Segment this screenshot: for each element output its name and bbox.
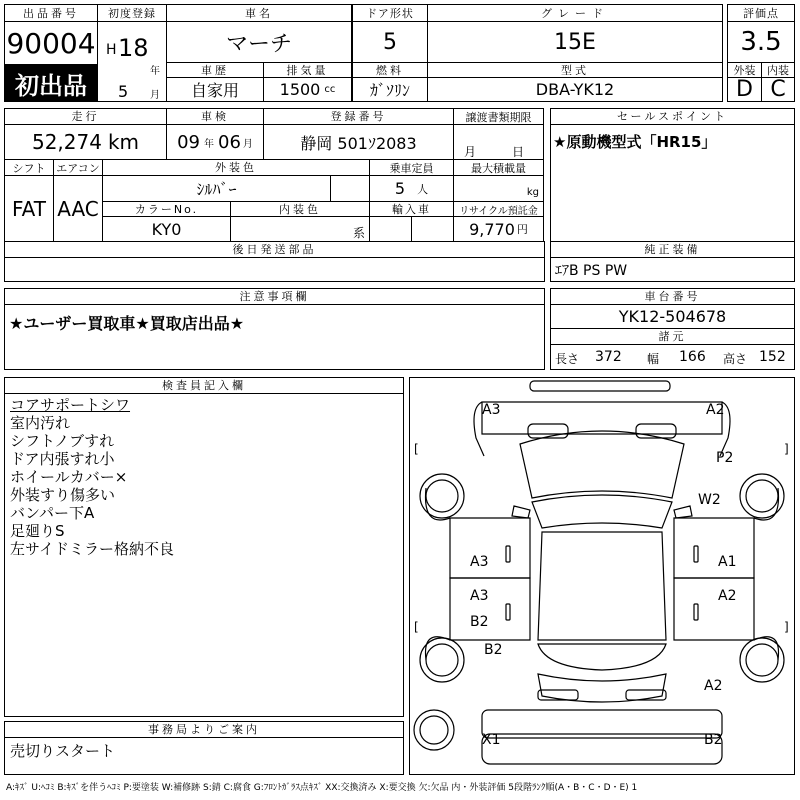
chassis: YK12-504678 — [550, 304, 795, 329]
mileage-cell — [4, 124, 167, 160]
capacity-unit: 人 — [417, 182, 429, 196]
sales-point-header: セールスポイント — [550, 108, 795, 125]
caution-text: ★ユーザー買取車★買取店出品★ — [9, 314, 245, 333]
mark-w2: W2 — [698, 492, 721, 508]
model-code: DBA-YK12 — [427, 77, 723, 102]
specs-header: 諸元 — [550, 328, 795, 345]
mark-left-front-door: A3 — [470, 554, 489, 570]
history: 自家用 — [166, 77, 264, 102]
displacement-header: 排気量 — [263, 62, 352, 78]
aircon-header: エアコン — [53, 159, 103, 176]
aircon: AAC — [53, 175, 103, 242]
first-reg-header: 初度登録 — [97, 4, 167, 22]
office-body — [4, 737, 404, 775]
import-cell-1 — [369, 216, 412, 242]
inspector-note: 外装すり傷多い — [10, 486, 116, 504]
recycle-cell — [453, 216, 544, 242]
caution-header: 注意事項欄 — [4, 288, 545, 305]
office-header: 事務局よりご案内 — [4, 721, 404, 738]
mark-right-rear-door: A2 — [718, 588, 737, 604]
spec-length: 372 — [595, 349, 622, 365]
mark-left-rear-door: A3 — [470, 588, 489, 604]
mark-front-right: A2 — [706, 402, 725, 418]
inspector-note: 左サイドミラー格納不良 — [10, 540, 174, 558]
spec-height-label: 高さ — [723, 352, 748, 366]
displacement-cell — [263, 77, 352, 102]
recycle-header: リサイクル預託金 — [453, 201, 544, 217]
inspector-note: ホイールカバー× — [10, 468, 128, 486]
color-no: KY0 — [102, 216, 231, 242]
inspector-note: コアサポートシワ — [10, 396, 131, 414]
grade-header: グレード — [427, 4, 723, 22]
reg-no: 静岡 501ｿ2083 — [263, 124, 454, 160]
displacement-unit: cc — [324, 84, 336, 95]
sales-point-text: ★原動機型式「HR15」 — [553, 133, 717, 151]
first-reg-cell — [97, 21, 167, 102]
inspection-year: 09 — [177, 131, 200, 153]
score-header: 評価点 — [727, 4, 795, 22]
inspection-year-unit: 年 — [204, 138, 214, 150]
car-name: マーチ — [166, 21, 352, 63]
history-header: 車歴 — [166, 62, 264, 78]
door-type: 5 — [352, 21, 428, 63]
exterior-header: 外装 — [727, 62, 762, 78]
inspection-month-unit: 月 — [242, 138, 253, 150]
int-color-unit: 系 — [230, 216, 370, 242]
reg-month: 5 — [118, 82, 129, 101]
inspector-header: 検査員記入欄 — [4, 377, 404, 394]
exterior-grade: D — [727, 77, 762, 102]
model-code-header: 型式 — [427, 62, 723, 78]
shift: FAT — [4, 175, 54, 242]
transfer-doc-header: 譲渡書類期限 — [453, 108, 544, 125]
car-outline-svg — [410, 378, 794, 774]
inspector-note: 足廻りS — [10, 522, 65, 540]
ext-color-extra — [330, 175, 370, 202]
lot-no-header: 出品番号 — [4, 4, 98, 22]
damage-legend: A:ｷｽﾞ U:ﾍｺﾐ B:ｷｽﾞを伴うﾍｺﾐ P:要塗装 W:補修跡 S:錆 C:腐食 G:ﾌﾛﾝﾄｶﾞﾗｽ点ｷｽﾞ XX:交換済み X:要交換 欠:欠品 内・外装評価 5段階ﾗﾝｸ順(A・B・C・D・E) 1 — [6, 783, 638, 793]
reg-no-header: 登録番号 — [263, 108, 454, 125]
color-no-header: カラーNo. — [102, 201, 231, 217]
later-parts-header: 後日発送部品 — [4, 241, 545, 258]
interior-header: 内装 — [761, 62, 795, 78]
ext-color: ｼﾙﾊﾞｰ — [102, 175, 331, 202]
max-load-unit: kg — [453, 175, 544, 202]
office-text: 売切りスタート — [10, 742, 116, 760]
mark-rear-right: A2 — [704, 678, 723, 694]
inspector-body — [4, 393, 404, 717]
mark-p2: P2 — [716, 450, 734, 466]
interior-grade: C — [761, 77, 795, 102]
mileage: 52,274 — [31, 130, 102, 154]
int-color-header: 内装色 — [230, 201, 370, 217]
recycle: 9,770 — [469, 219, 515, 239]
later-parts-body — [4, 257, 545, 282]
inspection-cell — [166, 124, 264, 160]
door-header: ドア形状 — [352, 4, 428, 22]
inspection-month: 06 — [218, 131, 241, 153]
ext-color-header: 外装色 — [102, 159, 370, 176]
import-cell-2 — [411, 216, 454, 242]
transfer-day: 日 — [512, 145, 525, 159]
bracket-right-front: ] — [784, 442, 789, 456]
chassis-header: 車台番号 — [550, 288, 795, 305]
specs-body — [550, 344, 795, 370]
inspector-note: 室内汚れ — [10, 414, 71, 432]
inspection-header: 車検 — [166, 108, 264, 125]
mileage-unit: km — [107, 130, 140, 154]
spec-width: 166 — [679, 349, 706, 365]
capacity-header: 乗車定員 — [369, 159, 454, 176]
inspector-note: ドア内張すれ小 — [10, 450, 115, 468]
bracket-right-rear: ] — [784, 620, 789, 634]
mark-rear-bumper-left: X1 — [482, 732, 501, 748]
capacity-cell — [369, 175, 454, 202]
mark-left-rear-lower: B2 — [470, 614, 489, 630]
reg-year: 18 — [118, 34, 149, 62]
capacity: 5 — [394, 179, 406, 198]
sales-point-body — [550, 124, 795, 242]
fuel: ｶﾞｿﾘﾝ — [352, 77, 428, 102]
import-header: 輸入車 — [369, 201, 454, 217]
mark-left-rear-wheel: B2 — [484, 642, 503, 658]
genuine-equip: ｴｱB PS PW — [550, 257, 795, 282]
mark-right-front-door: A1 — [718, 554, 737, 570]
score: 3.5 — [727, 21, 795, 63]
caution-body — [4, 304, 545, 370]
transfer-doc-cell — [453, 124, 544, 160]
inspector-note: シフトノブすれ — [10, 432, 115, 450]
bracket-left-rear: [ — [414, 620, 419, 634]
shift-header: シフト — [4, 159, 54, 176]
recycle-unit: 円 — [516, 223, 528, 236]
inspector-notes-list — [10, 396, 174, 558]
mark-rear-bumper-right: B2 — [704, 732, 723, 748]
fuel-header: 燃料 — [352, 62, 428, 78]
inspector-note: バンパー下A — [10, 504, 95, 522]
era: H — [106, 42, 117, 58]
genuine-equip-header: 純正装備 — [550, 241, 795, 258]
year-unit: 年 — [150, 66, 160, 77]
grade: 15E — [427, 21, 723, 63]
damage-diagram — [409, 377, 795, 775]
first-listing-badge: 初出品 — [4, 64, 98, 102]
spec-width-label: 幅 — [647, 352, 660, 366]
bracket-left-front: [ — [414, 442, 419, 456]
lot-no: 90004 — [4, 21, 98, 65]
month-unit: 月 — [150, 90, 160, 101]
mark-front-left: A3 — [482, 402, 501, 418]
displacement: 1500 — [279, 80, 321, 99]
transfer-month: 月 — [464, 145, 477, 159]
spec-length-label: 長さ — [555, 352, 580, 366]
car-name-header: 車名 — [166, 4, 352, 22]
mileage-header: 走行 — [4, 108, 167, 125]
max-load-header: 最大積載量 — [453, 159, 544, 176]
spec-height: 152 — [759, 349, 786, 365]
